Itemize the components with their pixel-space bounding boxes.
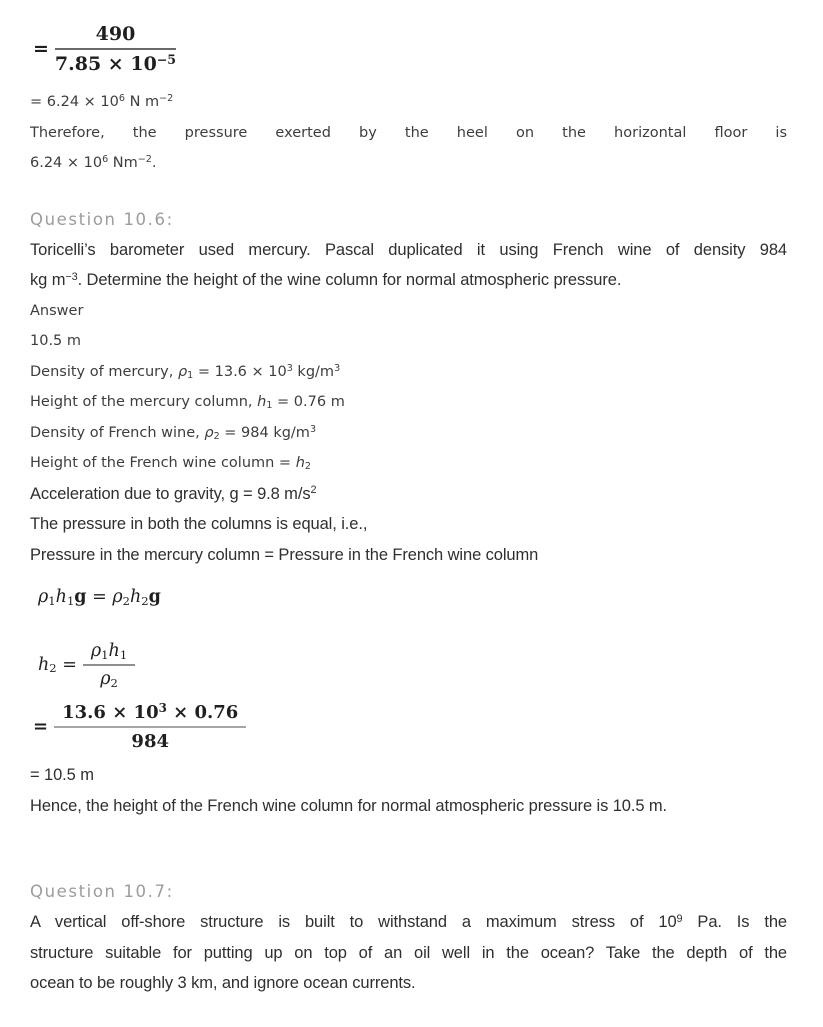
gravity-line: Acceleration due to gravity, g = 9.8 $m/s^2$ [30,484,317,503]
fraction-numerator: $\rho_1h_1$ [83,640,135,666]
equals-sign: = [33,37,49,60]
fraction [55,22,176,75]
equation-left-side: $h_2$ = [38,654,77,676]
fraction-denominator: $7.85 \times 10^{-5}$ [54,51,177,75]
therefore-paragraph-line-2: $6.24 \times 10^6$ $Nm^{-2}$. [30,154,157,171]
question-10-7-body-line-3: ocean to be roughly 3 km, and ignore ocean currents. [30,974,416,992]
numeric-fraction-equation [33,701,787,752]
question-10-6-body-line-1: Toricelli’s barometer used mercury. Pascal duplicated it using French wine of density 984 [30,240,787,259]
fraction-numerator: 490 [55,22,176,50]
therefore-paragraph-line-1: Therefore, the pressure exerted by the heel on the horizontal floor is [30,124,787,141]
pressure-fraction-equation [33,22,787,75]
fraction [83,640,135,689]
equals-sign: = [33,716,49,737]
fraction-numerator: $13.6 \times 10^3 \times 0.76$ [54,701,246,728]
pressure-equal-note-line: The pressure in both the columns is equal, i.e., [30,515,368,533]
density-mercury-line: Density of mercury, $\rho_1 = 13.6 \times 10^3$ $kg/m^3$ [30,362,341,381]
question-10-6-heading: Question 10.6: [30,209,174,229]
question-10-7-body-line-1: A vertical off-shore structure is built to withstand a maximum stress of $10^9$ Pa. Is the [30,912,787,931]
fraction [54,701,246,752]
question-10-7-heading: Question 10.7: [30,882,174,901]
conclusion-line: Hence, the height of the French wine column for normal atmospheric pressure is 10.5 m. [30,796,668,815]
question-10-7-body-line-2: structure suitable for putting up on top of an oil well in the ocean? Take the depth of the [30,943,787,962]
density-wine-line: Density of French wine, $\rho_2 = 984$ $kg/m^3$ [30,423,317,442]
balance-equation: $\rho_1h_1g = \rho_2h_2g$ [38,587,161,608]
question-10-6-body-line-2: kg $m^{-3}$. Determine the height of the wine column for normal atmospheric pressure. [30,270,622,289]
wine-height-result-line: = 10.5 m [30,766,94,784]
fraction-denominator: 984 [131,731,169,752]
pressure-result-line: = $6.24 \times 10^6$ N $m^{-2}$ [30,93,174,110]
height-mercury-line: Height of the mercury column, $h_1 = 0.76$ m [30,394,345,412]
height-wine-line: Height of the French wine column = $h_2$ [30,455,311,473]
h2-fraction-equation [38,640,787,689]
answer-label: Answer [30,302,84,319]
answer-value: 10.5 m [30,333,82,349]
fraction-denominator: $\rho_2$ [100,669,118,690]
pressure-equation-text-line: Pressure in the mercury column = Pressure in the French wine column [30,545,539,564]
